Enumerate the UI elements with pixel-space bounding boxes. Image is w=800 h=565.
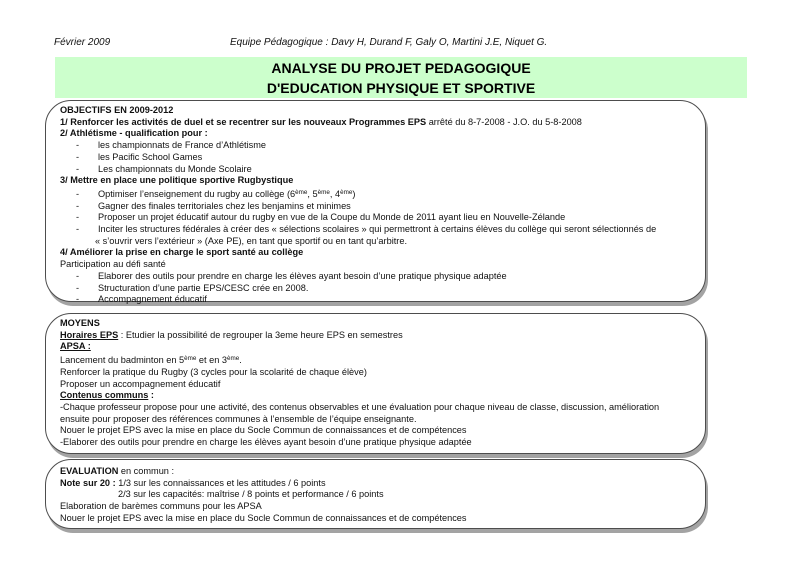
bullet-dash: - [76,224,80,235]
bullet-dash: - [76,282,80,293]
header-date: Février 2009 [54,37,111,48]
text-line [60,224,691,236]
text-segment: Horaires EPS [60,329,119,340]
text-line [60,367,691,379]
text-line [60,175,691,187]
text-segment: Elaborer des outils pour prendre en charge les élèves ayant besoin d’une pratique physique adaptée [98,270,507,281]
text-segment: Proposer un accompagnement éducatif [60,378,221,389]
text-segment: Lancement du badminton en 5 [60,355,185,366]
text-segment: arrêté du 8-7-2008 - J.O. du 5-8-2008 [426,116,582,127]
text-segment: -Chaque professeur propose pour une activité, des contenus observables et une évaluation pour chaque niveau de classe, discussion, amélioration [60,401,660,412]
text-segment: 3/ Mettre en place une politique sportive Rugbystique [60,175,294,186]
text-segment: , 4 [329,188,341,199]
text-line [60,259,691,271]
text-line [60,283,691,295]
text-line [60,140,691,152]
text-segment: ensuite pour proposer des références communes à l’ensemble de l’équipe enseignante. [60,413,417,424]
text-line [60,414,691,426]
text-segment: Note sur 20 : [60,477,116,488]
text-segment: Les championnats du Monde Scolaire [98,163,252,174]
text-line [60,353,691,367]
text-segment: ème [184,355,197,363]
text-segment: , 5 [307,188,318,199]
text-line [60,105,691,117]
text-segment: Nouer le projet EPS avec la mise en place du Socle Commun de connaissances et de compétences [60,512,467,523]
text-line [60,402,691,414]
text-segment: ème [295,188,308,196]
text-line [60,489,691,501]
text-line [60,437,691,449]
text-segment: APSA : [60,341,91,352]
text-segment: : [148,390,154,401]
text-line [60,379,691,391]
text-line [60,318,691,330]
text-segment: les Pacific School Games [98,151,203,162]
text-line [60,247,691,259]
title-banner [55,57,747,98]
bullet-dash: - [76,200,80,211]
text-line [60,128,691,140]
evaluation-box [45,459,706,529]
text-segment: Accompagnement éducatif [98,294,207,305]
text-segment: Nouer le projet EPS avec la mise en place du Socle Commun de connaissances et de compétences [60,425,467,436]
text-segment: : Etudier la possibilité de regrouper la 3eme heure EPS en semestres [118,329,403,340]
text-segment: -Elaborer des outils pour prendre en charge les élèves ayant besoin d’une pratique physique adaptée [60,437,472,448]
text-line [60,164,691,176]
bullet-dash: - [76,270,80,281]
text-segment: Contenus communs [60,390,149,401]
text-segment: MOYENS [60,318,100,328]
text-segment: ) [352,188,356,199]
text-line [60,201,691,213]
text-line [60,425,691,437]
text-segment: EVALUATION [60,466,119,476]
text-line [60,212,691,224]
text-line [60,236,691,248]
text-line [60,330,691,342]
text-segment: ème [340,188,353,196]
text-segment: 1/ Renforcer les activités de duel et se recentrer sur les nouveaux Programmes EPS [60,116,427,127]
text-segment: Proposer un projet éducatif autour du rugby en vue de la Coupe du Monde de 2011 ayant lieu en Nouvelle-Zélande [98,212,566,223]
bullet-dash: - [76,140,80,151]
text-line [60,117,691,129]
text-line [60,390,691,402]
text-segment: ème [227,355,240,363]
text-line [60,187,691,201]
objectifs-box [45,100,706,305]
text-segment: Renforcer la pratique du Rugby (3 cycles pour la scolarité de chaque élève) [60,366,367,377]
bullet-dash: - [76,212,80,223]
text-segment: 2/ Athlétisme - qualification pour : [60,128,208,139]
text-segment: Inciter les structures fédérales à créer des « sélections scolaires » qui permettront à certains élèves du collège qui seront sélectionnés de [98,224,657,235]
text-line [60,271,691,283]
moyens-box [45,313,706,454]
text-segment: 1/3 sur les connaissances et les attitudes / 6 points [115,477,326,488]
text-line [60,466,691,478]
header-team: Equipe Pédagogique : Davy H, Durand F, Galy O, Martini J.E, Niquet G. [230,37,548,48]
bullet-dash: - [76,294,80,305]
text-line [60,478,691,490]
title-line-2: D'EDUCATION PHYSIQUE ET SPORTIVE [266,80,536,96]
bullet-dash: - [76,151,80,162]
text-segment: OBJECTIFS EN 2009-2012 [60,105,174,115]
text-segment: « s’ouvrir vers l’extérieur » (Axe PE), en tant que sportif ou en tant qu’arbitre. [95,235,408,246]
text-line [60,152,691,164]
text-line [60,501,691,513]
text-segment: en commun : [118,466,175,476]
text-segment: Gagner des finales territoriales chez les benjamins et minimes [98,200,351,211]
text-segment: et en 3 [196,355,228,366]
text-line [60,513,691,525]
title-line-1: ANALYSE DU PROJET PEDAGOGIQUE [271,60,531,76]
bullet-dash: - [76,163,80,174]
text-segment: Participation au défi santé [60,259,166,270]
text-segment: Optimiser l’enseignement du rugby au collège (6 [98,188,296,199]
text-segment: ème [317,188,330,196]
text-segment: 4/ Améliorer la prise en charge le sport santé au collège [60,247,304,258]
text-segment: Elaboration de barèmes communs pour les APSA [60,501,262,512]
text-line [60,341,691,353]
bullet-dash: - [76,188,80,199]
text-segment: 2/3 sur les capacités: maîtrise / 8 points et performance / 6 points [118,489,384,500]
text-segment: . [239,355,242,366]
text-segment: les championnats de France d’Athlétisme [98,140,267,151]
text-line [60,294,691,306]
text-segment: Structuration d’une partie EPS/CESC crée en 2008. [98,282,309,293]
